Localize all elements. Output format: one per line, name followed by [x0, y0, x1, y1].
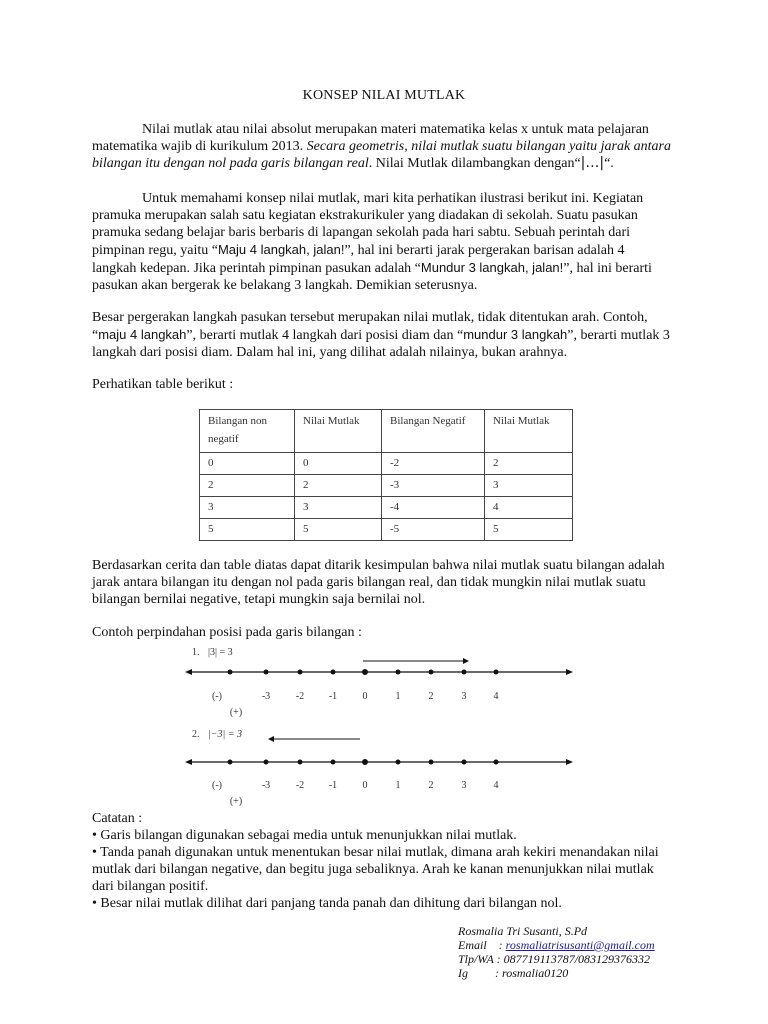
table-row [200, 475, 573, 497]
point [462, 670, 467, 675]
author-signature [458, 924, 758, 980]
tick-label: 2 [428, 780, 434, 791]
tick-label: 0 [362, 691, 368, 702]
explanation-paragraph [92, 309, 672, 361]
point [396, 760, 401, 765]
intro-paragraph [92, 121, 672, 172]
tick-label: -3 [261, 691, 271, 702]
point [429, 760, 434, 765]
explanation-text-b: ”, berarti mutlak 4 langkah dari posisi diam dan “ [186, 328, 464, 343]
tick-label: 3 [461, 780, 467, 791]
tick-label: -2 [295, 691, 305, 702]
intro-text-3: . Nilai Mutlak dilambangkan dengan“ [368, 156, 581, 171]
table-cell: -5 [382, 519, 485, 541]
tick-label: 1 [395, 691, 401, 702]
intro-text-4: “. [604, 156, 614, 171]
intro-text-1: Nilai mutlak atau nilai absolut merupakan materi matematika kelas x untuk mata pelajaran matematika wajib di kurikulum 2013. [92, 122, 649, 154]
table-row [200, 519, 573, 541]
table-cell: -2 [382, 453, 485, 475]
note-item: • Garis bilangan digunakan sebagai media untuk menunjukkan nilai mutlak. [92, 828, 517, 843]
point [331, 670, 336, 675]
number-line-label: |3| = 3 [208, 647, 233, 658]
absolute-value-table [199, 409, 573, 541]
table-header-cell: Bilangan Negatif [382, 410, 485, 453]
example-intro: Contoh perpindahan posisi pada garis bilangan : [92, 625, 362, 640]
author-phone: Tlp/WA : 087719113787/083129376332 [458, 952, 651, 966]
story-text-b: ”, hal ini berarti jarak pergerakan barisan adalah 4 langkah kedepan. Jika perintah pimpinan pasukan adalah “ [92, 243, 625, 276]
table-cell: -4 [382, 497, 485, 519]
note-item: • Tanda panah digunakan untuk menentukan besar nilai mutlak, dimana arah kekiri menandakan nilai mutlak dari bilangan negative, dan begitu juga sebaliknya. Arah ke kanan menunjukkan nilai mutlak dari bilangan positif. [92, 845, 659, 894]
example-maju: maju 4 langkah [98, 327, 187, 342]
point [264, 670, 269, 675]
positive-sign-label: (+) [229, 796, 243, 807]
axis-arrow-right [566, 759, 573, 765]
tick-label: 0 [362, 780, 368, 791]
conclusion-paragraph: Berdasarkan cerita dan table diatas dapat ditarik kesimpulan bahwa nilai mutlak suatu bilangan adalah jarak antara bilangan itu dengan nol pada garis bilangan real, dan tidak mungkin nilai mutlak suatu bilangan bernilai negative, tetapi mungkin saja bernilai nol. [92, 558, 665, 607]
table-cell: 2 [485, 453, 573, 475]
table-cell: 0 [200, 453, 295, 475]
story-text-c: ”, hal ini berarti pasukan akan bergerak ke belakang 3 langkah. Demikian seterusnya. [92, 261, 652, 293]
point [228, 670, 233, 675]
number-line-label-num: 1. [192, 647, 200, 658]
abs-symbol: |…| [580, 155, 605, 171]
tick-label: 2 [428, 691, 434, 702]
point [298, 760, 303, 765]
intro-definition: Secara geometris, nilai mutlak suatu bilangan yaitu jarak antara bilangan itu dengan nol pada garis bilangan real [92, 139, 672, 171]
point [462, 760, 467, 765]
negative-sign-label: (-) [212, 691, 222, 702]
point [396, 670, 401, 675]
table-cell: 5 [485, 519, 573, 541]
story-paragraph [92, 190, 672, 294]
author-email-row [458, 938, 758, 952]
number-line-2-graphic [180, 724, 580, 810]
negative-sign-label: (-) [212, 780, 222, 791]
axis-arrow-left [185, 759, 192, 765]
tick-label: -1 [328, 691, 338, 702]
tick-label: 1 [395, 780, 401, 791]
point [494, 760, 499, 765]
tick-label: -1 [328, 780, 338, 791]
table-cell: 4 [485, 497, 573, 519]
point [331, 760, 336, 765]
table-row [200, 453, 573, 475]
point [264, 760, 269, 765]
notes-heading: Catatan : [92, 811, 143, 826]
number-line-label-num: 2. [192, 729, 200, 740]
command-maju: Maju 4 langkah, jalan! [217, 242, 345, 257]
arrow-head-right [463, 658, 469, 664]
author-name: Rosmalia Tri Susanti, S.Pd [458, 924, 588, 938]
table-cell: 5 [200, 519, 295, 541]
table-intro: Perhatikan table berikut : [92, 377, 234, 392]
point [298, 670, 303, 675]
number-line-1 [180, 642, 580, 722]
point [494, 670, 499, 675]
author-instagram: Ig : rosmalia0120 [458, 966, 569, 980]
email-link[interactable]: rosmaliatrisusanti@gmail.com [505, 938, 655, 952]
point-zero [362, 759, 368, 765]
table-cell: -3 [382, 475, 485, 497]
note-item: • Besar nilai mutlak dilihat dari panjang tanda panah dan dihitung dari bilangan nol. [92, 896, 562, 911]
table-header-row [200, 410, 573, 453]
positive-sign-label: (+) [229, 707, 243, 718]
tick-label: 4 [493, 691, 499, 702]
table-cell: 3 [485, 475, 573, 497]
axis-arrow-right [566, 669, 573, 675]
table-cell: 3 [295, 497, 382, 519]
page-title: KONSEP NILAI MUTLAK [302, 88, 466, 103]
email-label: Email : [458, 938, 506, 952]
table-row [200, 497, 573, 519]
command-mundur: Mundur 3 langkah, jalan! [420, 260, 564, 275]
table-cell: 3 [200, 497, 295, 519]
explanation-text-a: Besar pergerakan langkah pasukan tersebut merupakan nilai mutlak, tidak ditentukan arah. Contoh, “ [92, 310, 648, 343]
story-text-a: Untuk memahami konsep nilai mutlak, mari kita perhatikan ilustrasi berikut ini. Kegiatan pramuka merupakan salah satu kegiatan ekstrakurikuler yang diadakan di sekolah. Suatu pasukan pramuka sedang belajar baris berbaris di lapangan sekolah pada hari sabtu. Sebuah perintah dari pimpinan regu, yaitu “ [92, 191, 644, 258]
number-line-label: |−3| = 3 [208, 729, 242, 740]
explanation-text-c: ”, berarti mutlak 3 langkah dari posisi diam. Dalam hal ini, yang dilihat adalah nilainya, bukan arahnya. [92, 328, 670, 360]
point [228, 760, 233, 765]
table-header-cell: Bilangan non negatif [200, 410, 295, 453]
table-cell: 2 [295, 475, 382, 497]
example-mundur: mundur 3 langkah [463, 327, 568, 342]
arrow-head-left [268, 736, 274, 742]
table-cell: 2 [200, 475, 295, 497]
point-zero [362, 669, 368, 675]
table-cell: 0 [295, 453, 382, 475]
number-line-1-graphic [180, 642, 580, 722]
tick-label: 4 [493, 780, 499, 791]
number-line-2 [180, 724, 580, 810]
axis-arrow-left [185, 669, 192, 675]
tick-label: -3 [261, 780, 271, 791]
table-cell: 5 [295, 519, 382, 541]
tick-label: 3 [461, 691, 467, 702]
point [429, 670, 434, 675]
table-header-cell: Nilai Mutlak [485, 410, 573, 453]
tick-label: -2 [295, 780, 305, 791]
notes-section [92, 810, 672, 912]
table-header-cell: Nilai Mutlak [295, 410, 382, 453]
